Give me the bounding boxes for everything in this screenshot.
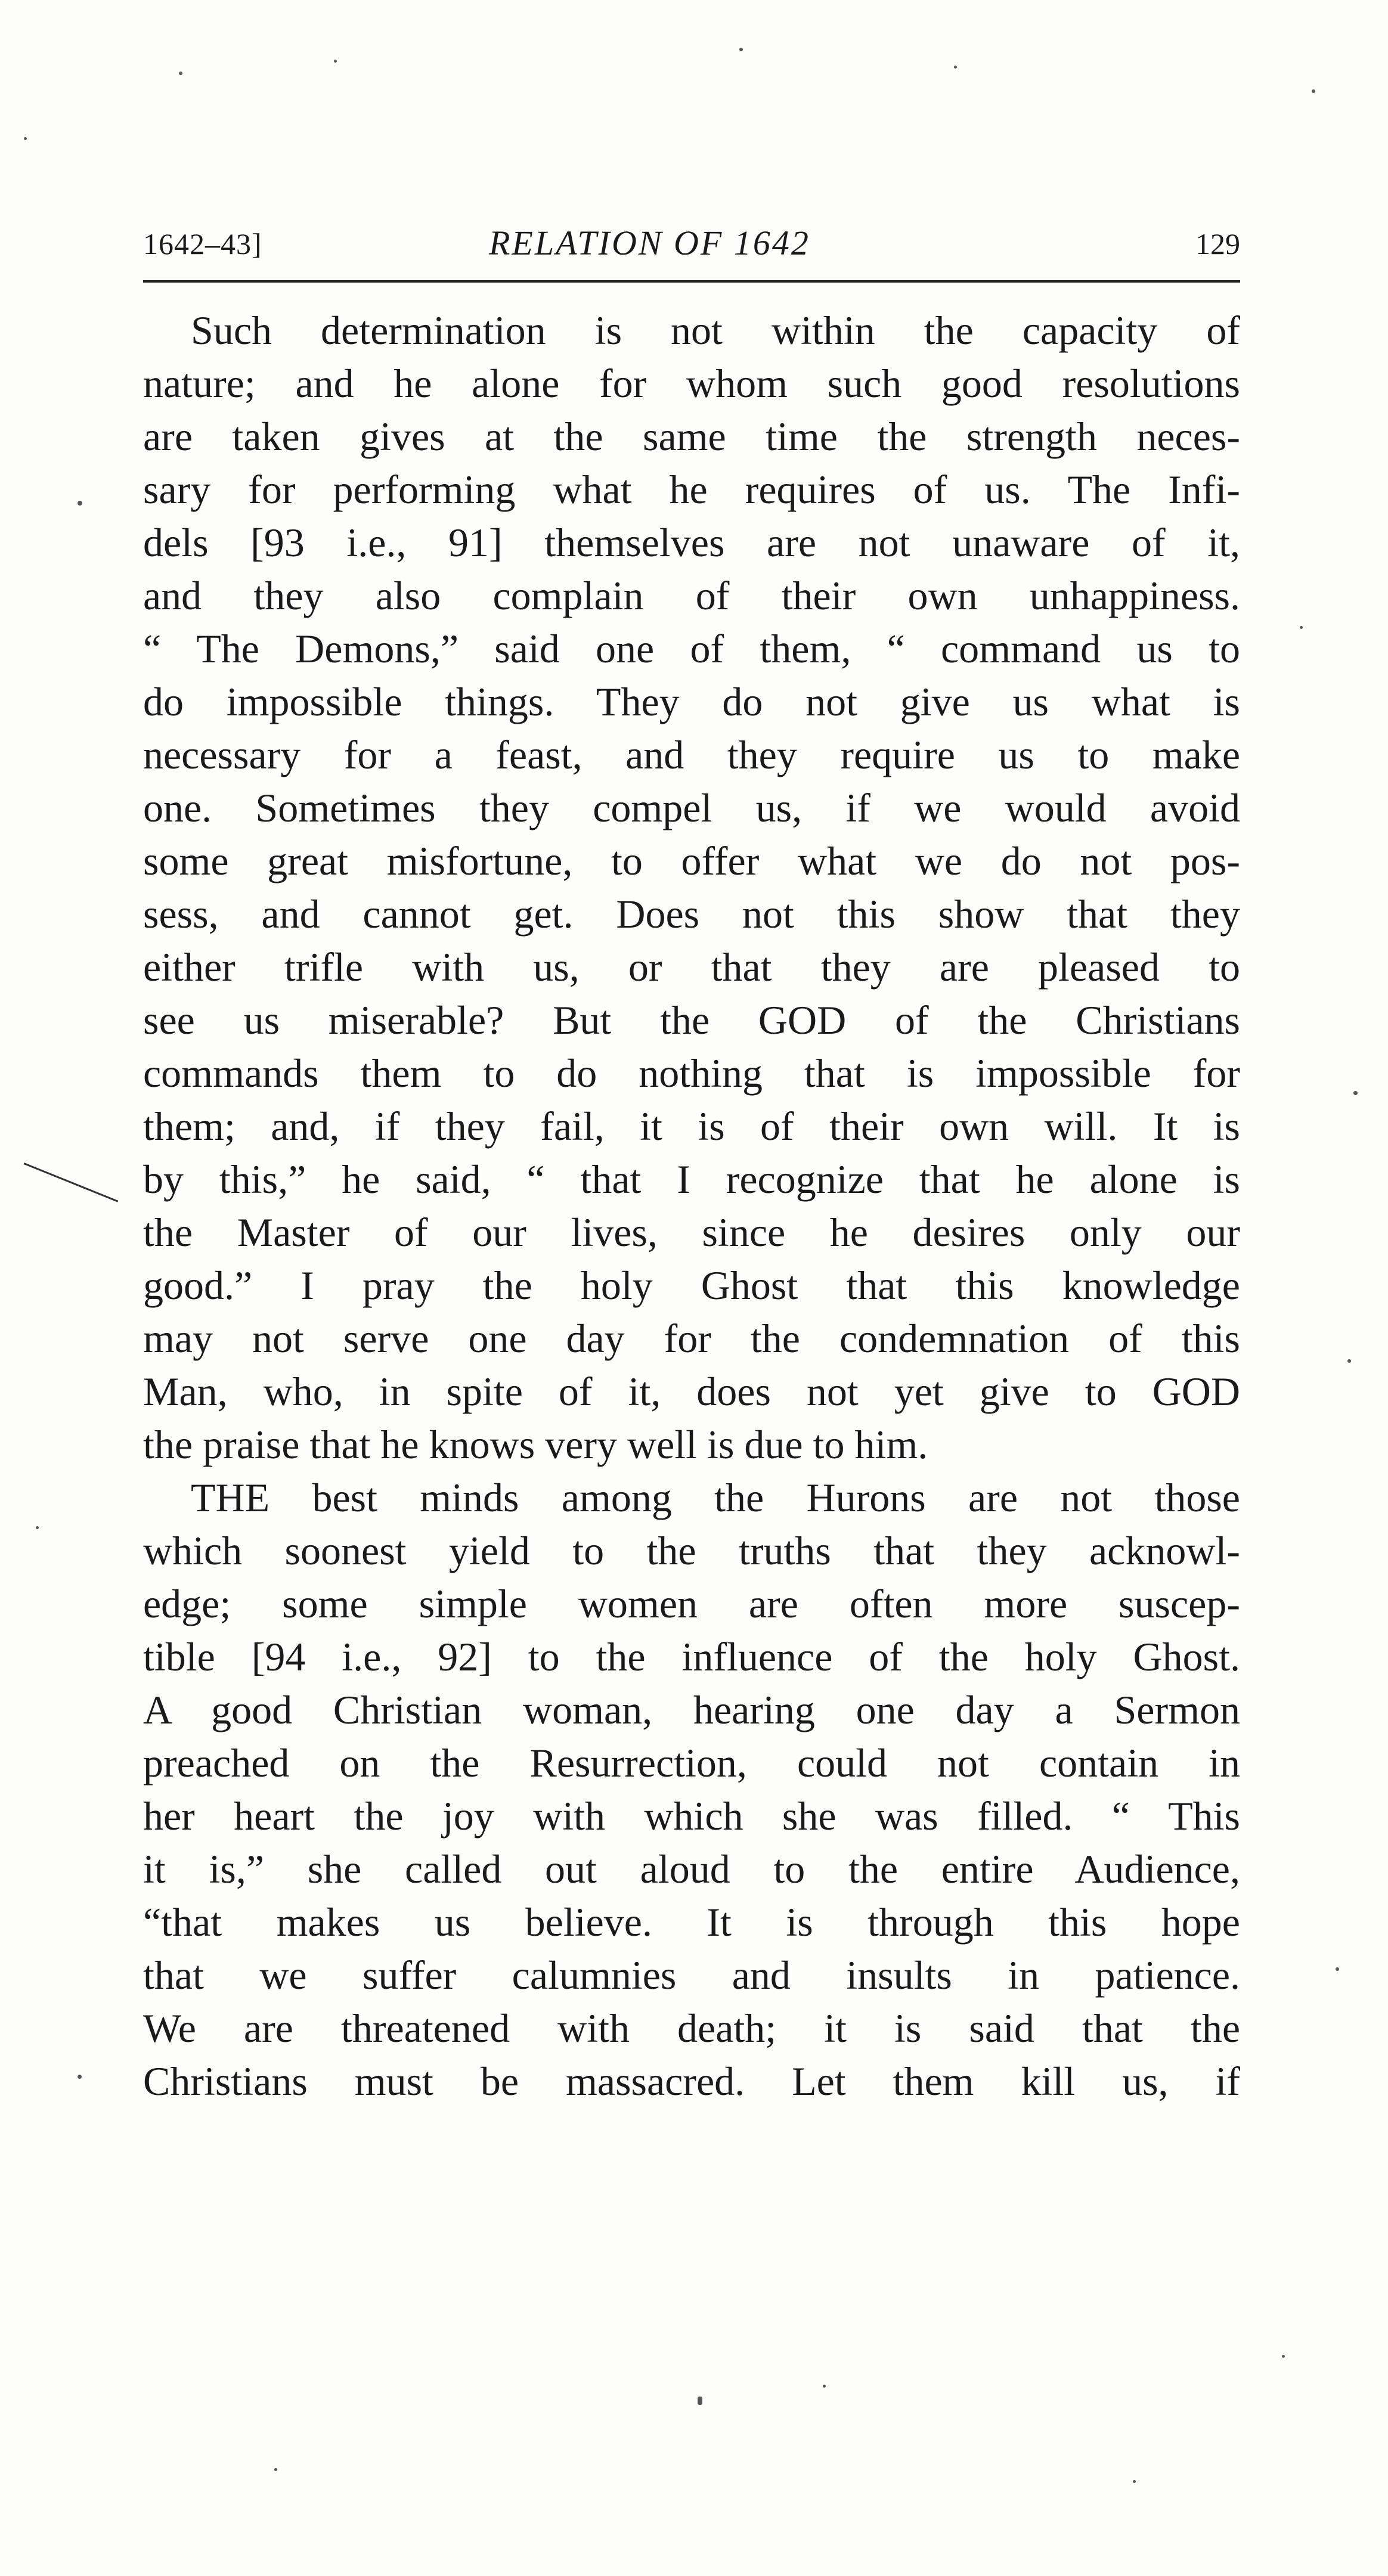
text-line: preached on the Resurrection, could not contain in [143,1740,1240,1785]
text-line: either trifle with us, or that they are pleased to [143,944,1240,990]
text-line: some great misfortune, to offer what we do not pos- [143,838,1240,884]
text-line: the Master of our lives, since he desires only our [143,1210,1240,1255]
scan-speck [36,1526,39,1529]
scan-speck [954,66,957,69]
text-line: necessary for a feast, and they require us to make [143,732,1240,777]
text-line: A good Christian woman, hearing one day a Sermon [143,1687,1240,1732]
scan-speck [1312,89,1315,93]
scan-speck [1347,1359,1351,1363]
text-line: her heart the joy with which she was filled. “ This [143,1793,1240,1839]
scan-speck [24,137,27,140]
text-line: good.” I pray the holy Ghost that this knowledge [143,1263,1240,1308]
text-line: commands them to do nothing that is impossible for [143,1050,1240,1096]
text-line: Christians must be massacred. Let them kill us, if [143,2059,1240,2104]
paragraph-2 [143,1471,1240,2108]
scan-speck [179,72,182,75]
text-line: tible [94 i.e., 92] to the influence of the holy Ghost. [143,1634,1240,1679]
scan-speck [1133,2480,1136,2483]
text-line: THE best minds among the Hurons are not those [191,1475,1240,1520]
body-text [143,304,1240,2108]
scan-speck [1353,1091,1358,1095]
margin-pencil-mark [23,1163,118,1202]
text-line: one. Sometimes they compel us, if we would avoid [143,785,1240,830]
scan-speck [1282,2355,1285,2358]
text-line: and they also complain of their own unhappiness. [143,573,1240,618]
text-line: which soonest yield to the truths that they acknowl- [143,1528,1240,1573]
text-line: see us miserable? But the GOD of the Christians [143,997,1240,1043]
text-line: sary for performing what he requires of us. The Infi- [143,467,1240,512]
text-line: by this,” he said, “ that I recognize that he alone is [143,1157,1240,1202]
text-line: sess, and cannot get. Does not this show that they [143,891,1240,937]
text-line: do impossible things. They do not give us what is [143,679,1240,724]
text-line: Man, who, in spite of it, does not yet give to GOD [143,1369,1240,1414]
header-date-range: 1642–43] [143,227,262,261]
page-number: 129 [1195,227,1240,261]
text-line: dels [93 i.e., 91] themselves are not unaware of it, [143,520,1240,565]
text-line: it is,” she called out aloud to the entire Audience, [143,1846,1240,1892]
scan-speck [823,2385,826,2388]
header-rule [143,280,1240,283]
paragraph-1 [143,304,1240,1471]
header-title: RELATION OF 1642 [489,224,810,262]
scan-speck [78,2075,82,2079]
scan-speck [274,2468,277,2471]
text-line: “ The Demons,” said one of them, “ command us to [143,626,1240,671]
text-line: may not serve one day for the condemnation of this [143,1316,1240,1361]
scan-speck [698,2397,702,2405]
text-line: We are threatened with death; it is said that the [143,2005,1240,2051]
scan-speck [78,501,82,506]
text-line: that we suffer calumnies and insults in patience. [143,1952,1240,1998]
text-line: Such determination is not within the capacity of [191,308,1240,353]
scan-speck [334,60,337,63]
running-header [143,215,1240,274]
text-line: the praise that he knows very well is due to him. [143,1422,928,1467]
scan-speck [739,48,743,51]
scan-speck [1300,626,1303,629]
text-line: “that makes us believe. It is through this hope [143,1899,1240,1945]
text-line: edge; some simple women are often more suscep- [143,1581,1240,1626]
scan-speck [1336,1967,1339,1971]
text-line: nature; and he alone for whom such good resolutions [143,361,1240,406]
text-line: are taken gives at the same time the strength neces- [143,414,1240,459]
text-line: them; and, if they fail, it is of their own will. It is [143,1103,1240,1149]
